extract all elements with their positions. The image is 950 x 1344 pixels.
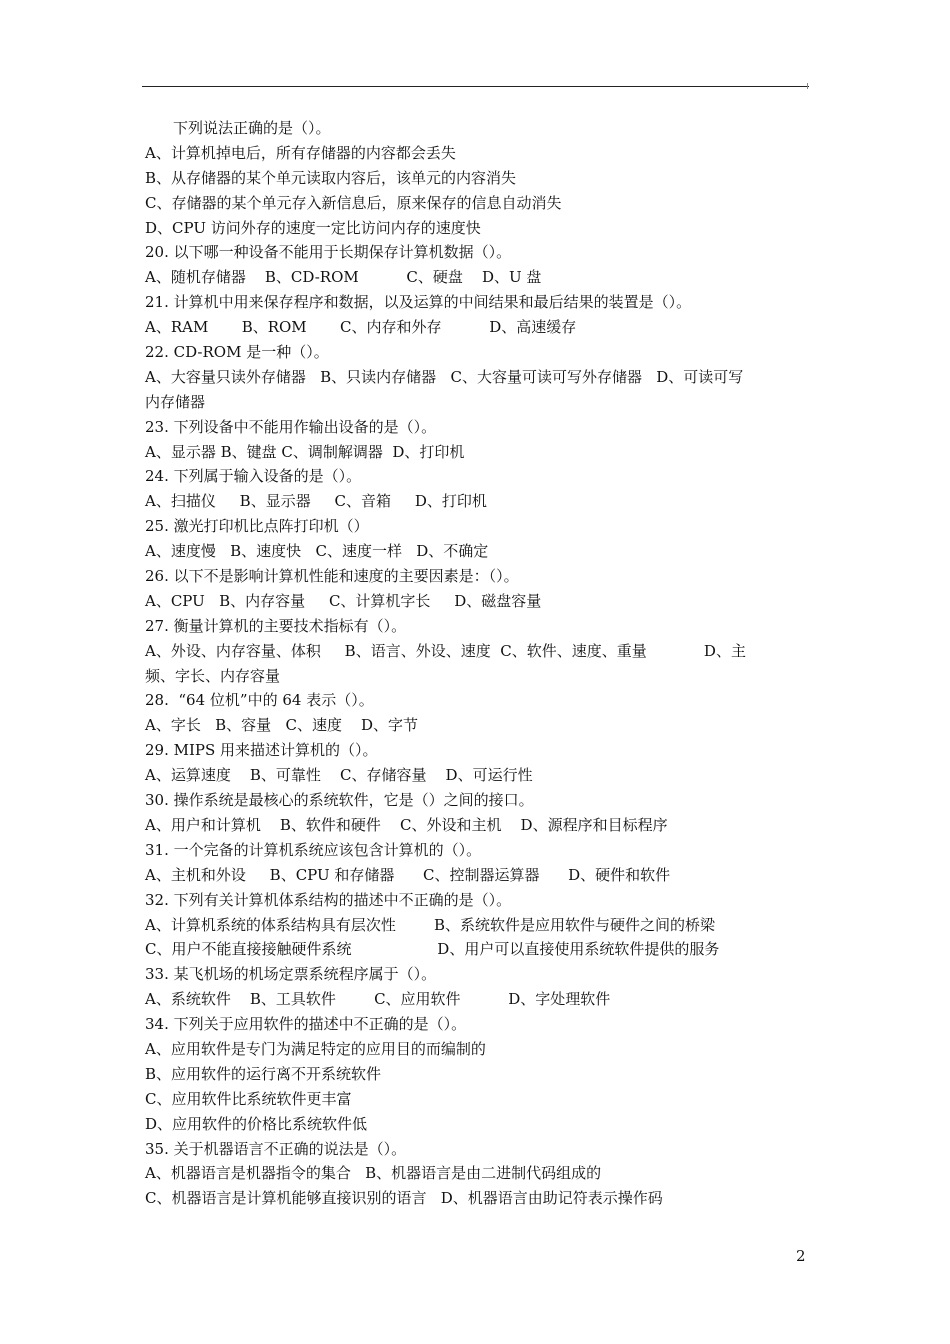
text-line: 20. 以下哪一种设备不能用于长期保存计算机数据（）。: [145, 243, 512, 262]
text-line: 34. 下列关于应用软件的描述中不正确的是（）。: [145, 1015, 467, 1034]
text-line: A、大容量只读外存储器 B、只读内存储器 C、大容量可读可写外存储器 D、可读可写: [145, 367, 744, 386]
text-line: A、CPU B、内存容量 C、计算机字长 D、磁盘容量: [145, 591, 542, 610]
text-line: B、从存储器的某个单元读取内容后，该单元的内容消失: [145, 168, 517, 187]
text-line: 29. MIPS 用来描述计算机的（）。: [145, 741, 378, 760]
text-line: 32. 下列有关计算机体系结构的描述中不正确的是（）。: [145, 890, 512, 909]
text-line: A、用户和计算机 B、软件和硬件 C、外设和主机 D、源程序和目标程序: [145, 815, 668, 834]
text-line: 33. 某飞机场的机场定票系统程序属于（）。: [145, 965, 437, 984]
text-line: 25. 激光打印机比点阵打印机（）: [145, 517, 369, 536]
text-line: 31. 一个完备的计算机系统应该包含计算机的（）。: [145, 840, 482, 859]
text-line: 21. 计算机中用来保存程序和数据，以及运算的中间结果和最后结果的装置是（）。: [145, 293, 692, 312]
text-line: A、速度慢 B、速度快 C、速度一样 D、不确定: [145, 542, 489, 561]
text-line: 23. 下列设备中不能用作输出设备的是（）。: [145, 417, 437, 436]
text-line: A、随机存储器 B、CD-ROM C、硬盘 D、U 盘: [145, 268, 542, 287]
text-line: A、计算机系统的体系结构具有层次性 B、系统软件是应用软件与硬件之间的桥梁: [145, 915, 716, 934]
text-line: 下列说法正确的是（）。: [173, 119, 331, 137]
text-line: A、应用软件是专门为满足特定的应用目的而编制的: [145, 1039, 486, 1058]
text-line: 30. 操作系统是最核心的系统软件，它是（）之间的接口。: [145, 791, 534, 810]
text-line: A、字长 B、容量 C、速度 D、字节: [145, 716, 419, 735]
text-line: C、存储器的某个单元存入新信息后，原来保存的信息自动消失: [145, 193, 562, 212]
text-line: A、主机和外设 B、CPU 和存储器 C、控制器运算器 D、硬件和软件: [145, 865, 671, 884]
text-line: 28. “64 位机”中的 64 表示（）。: [145, 691, 374, 710]
text-line: D、应用软件的价格比系统软件低: [145, 1114, 368, 1133]
text-line: A、机器语言是机器指令的集合 B、机器语言是由二进制代码组成的: [145, 1164, 602, 1183]
text-line: A、计算机掉电后，所有存储器的内容都会丢失: [145, 143, 456, 162]
page-number: 2: [796, 1247, 806, 1265]
text-line: 22. CD-ROM 是一种（）。: [145, 343, 329, 362]
text-line: A、显示器 B、键盘 C、调制解调器 D、打印机: [145, 442, 465, 461]
text-line: A、RAM B、ROM C、内存和外存 D、高速缓存: [145, 318, 577, 337]
text-line: D、CPU 访问外存的速度一定比访问内存的速度快: [145, 218, 481, 237]
text-line: A、外设、内存容量、体积 B、语言、外设、速度 C、软件、速度、重量 D、主: [145, 641, 746, 660]
text-line: A、扫描仪 B、显示器 C、音箱 D、打印机: [145, 492, 487, 511]
text-line: 24. 下列属于输入设备的是（）。: [145, 467, 362, 486]
text-line: 27. 衡量计算机的主要技术指标有（）。: [145, 616, 407, 635]
text-line: 频、字长、内存容量: [145, 666, 281, 685]
header-rule-end-mark: [807, 83, 808, 89]
header-rule: [142, 86, 809, 87]
text-line: C、机器语言是计算机能够直接识别的语言 D、机器语言由助记符表示操作码: [145, 1189, 663, 1208]
text-line: A、系统软件 B、工具软件 C、应用软件 D、字处理软件: [145, 990, 611, 1009]
text-line: 内存储器: [145, 392, 206, 411]
text-line: B、应用软件的运行离不开系统软件: [145, 1064, 382, 1083]
text-line: A、运算速度 B、可靠性 C、存储容量 D、可运行性: [145, 766, 533, 785]
question-text-body: [145, 116, 809, 1211]
text-line: C、用户不能直接接触硬件系统 D、用户可以直接使用系统软件提供的服务: [145, 940, 720, 959]
text-line: 26. 以下不是影响计算机性能和速度的主要因素是：（）。: [145, 567, 519, 586]
text-line: 35. 关于机器语言不正确的说法是（）。: [145, 1139, 407, 1158]
text-line: C、应用软件比系统软件更丰富: [145, 1089, 352, 1108]
